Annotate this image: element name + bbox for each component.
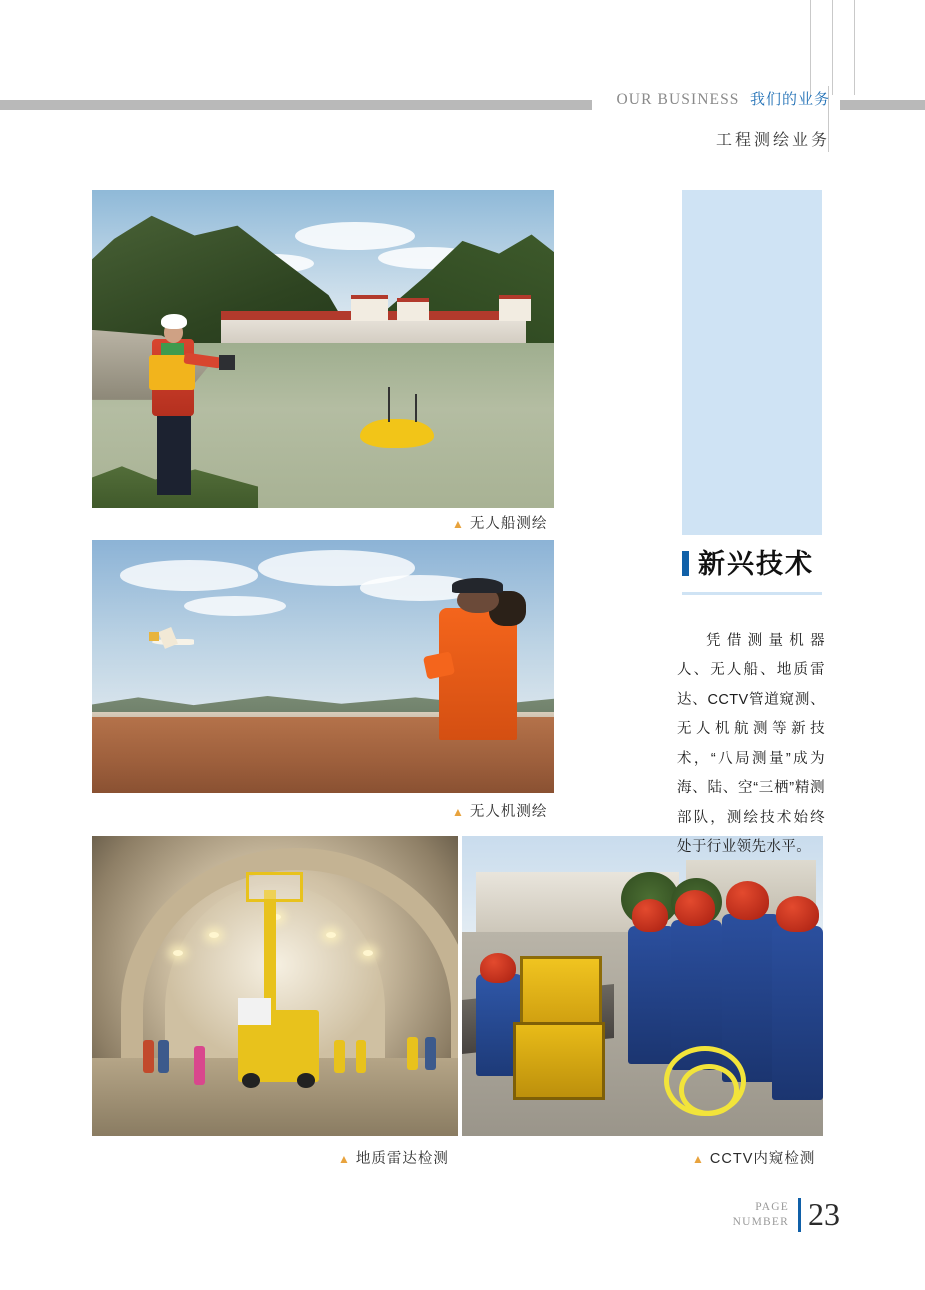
section-title-underline: [682, 592, 822, 595]
triangle-marker-icon: ▲: [338, 1152, 351, 1166]
worker-figure: [143, 1040, 154, 1073]
building-shape: [397, 298, 429, 321]
worker-figure: [425, 1037, 436, 1070]
caption-text: 地质雷达检测: [355, 1151, 449, 1167]
worker-figure: [356, 1040, 367, 1073]
building-shape: [351, 295, 388, 321]
triangle-marker-icon: ▲: [452, 805, 465, 819]
photo-unmanned-boat: [92, 190, 554, 508]
page-number-accent-bar: [798, 1198, 801, 1232]
header-bar-right: [840, 100, 925, 110]
remote-controller: [219, 355, 235, 369]
rule-line-3: [810, 0, 811, 95]
header-bar-left: [0, 100, 592, 110]
header-title-group: [600, 92, 830, 108]
unmanned-boat: [360, 419, 434, 448]
cloud-shape: [184, 596, 286, 616]
section-title: [682, 542, 882, 581]
worker-figure: [407, 1037, 418, 1070]
caption-text: 无人船测绘: [469, 516, 548, 532]
lift-truck-cab: [238, 998, 271, 1025]
surveyor-legs: [157, 413, 192, 496]
red-helmet: [480, 953, 516, 983]
worker-figure: [772, 926, 823, 1100]
top-decoration-rules: [715, 0, 855, 95]
caption-text: CCTV内窥检测: [709, 1151, 816, 1167]
rule-line-1: [854, 0, 855, 95]
worker-figure: [194, 1046, 205, 1085]
worker-figure: [334, 1040, 345, 1073]
rule-line-2: [832, 0, 833, 95]
photo-unmanned-aircraft: [92, 540, 554, 793]
header-subtitle: 工程测绘业务: [715, 132, 830, 149]
section-title-text: 新兴技术: [698, 549, 814, 579]
section-body-copy: [677, 627, 825, 862]
section-accent-bar: [682, 551, 689, 576]
red-helmet: [726, 881, 769, 920]
photo-ground-penetrating-radar: [92, 836, 458, 1136]
building-shape: [499, 295, 531, 321]
lift-basket: [246, 872, 303, 902]
page-label-line2: NUMBER: [732, 1215, 789, 1228]
triangle-marker-icon: ▲: [452, 517, 465, 531]
page-label-line1: PAGE: [755, 1201, 789, 1214]
page-number-label: [733, 1200, 789, 1229]
caption-unmanned-boat: [452, 512, 547, 533]
safety-helmet: [161, 314, 187, 329]
boat-antenna: [388, 387, 390, 422]
header-chinese-title: 我们的业务: [749, 91, 830, 109]
header-english-title: OUR BUSINESS: [616, 91, 740, 109]
tunnel-lamp-icon: [363, 950, 373, 956]
red-helmet: [776, 896, 819, 932]
cloud-shape: [120, 560, 259, 590]
caption-ground-penetrating-radar: [338, 1147, 449, 1168]
drone-tail: [149, 632, 158, 641]
operator-cap: [452, 578, 503, 593]
page-number-value: 23: [808, 1196, 840, 1232]
caption-cctv-pipe-inspection: [692, 1147, 815, 1168]
section-paragraph: 凭借测量机器人、无人船、地质雷达、CCTV管道窥测、无人机航测等新技术，“八局测量”成为海、陆、空“三栖”精测部队，测绘技术始终处于行业领先水平。: [677, 633, 825, 855]
cctv-control-unit: [513, 1022, 606, 1100]
triangle-marker-icon: ▲: [692, 1152, 705, 1166]
photo-cctv-pipe-inspection: [462, 836, 823, 1136]
caption-text: 无人机测绘: [469, 804, 548, 820]
red-helmet: [632, 899, 668, 932]
yellow-cable-coil: [679, 1064, 740, 1116]
cctv-equipment-case: [520, 956, 602, 1028]
red-helmet: [675, 890, 715, 926]
worker-figure: [158, 1040, 169, 1073]
worker-figure: [628, 926, 675, 1064]
caption-unmanned-aircraft: [452, 800, 547, 821]
boat-antenna: [415, 394, 417, 423]
page-number-block: [700, 1196, 840, 1233]
tunnel-lamp-icon: [173, 950, 183, 956]
sidebar-tint-panel: [682, 190, 822, 535]
